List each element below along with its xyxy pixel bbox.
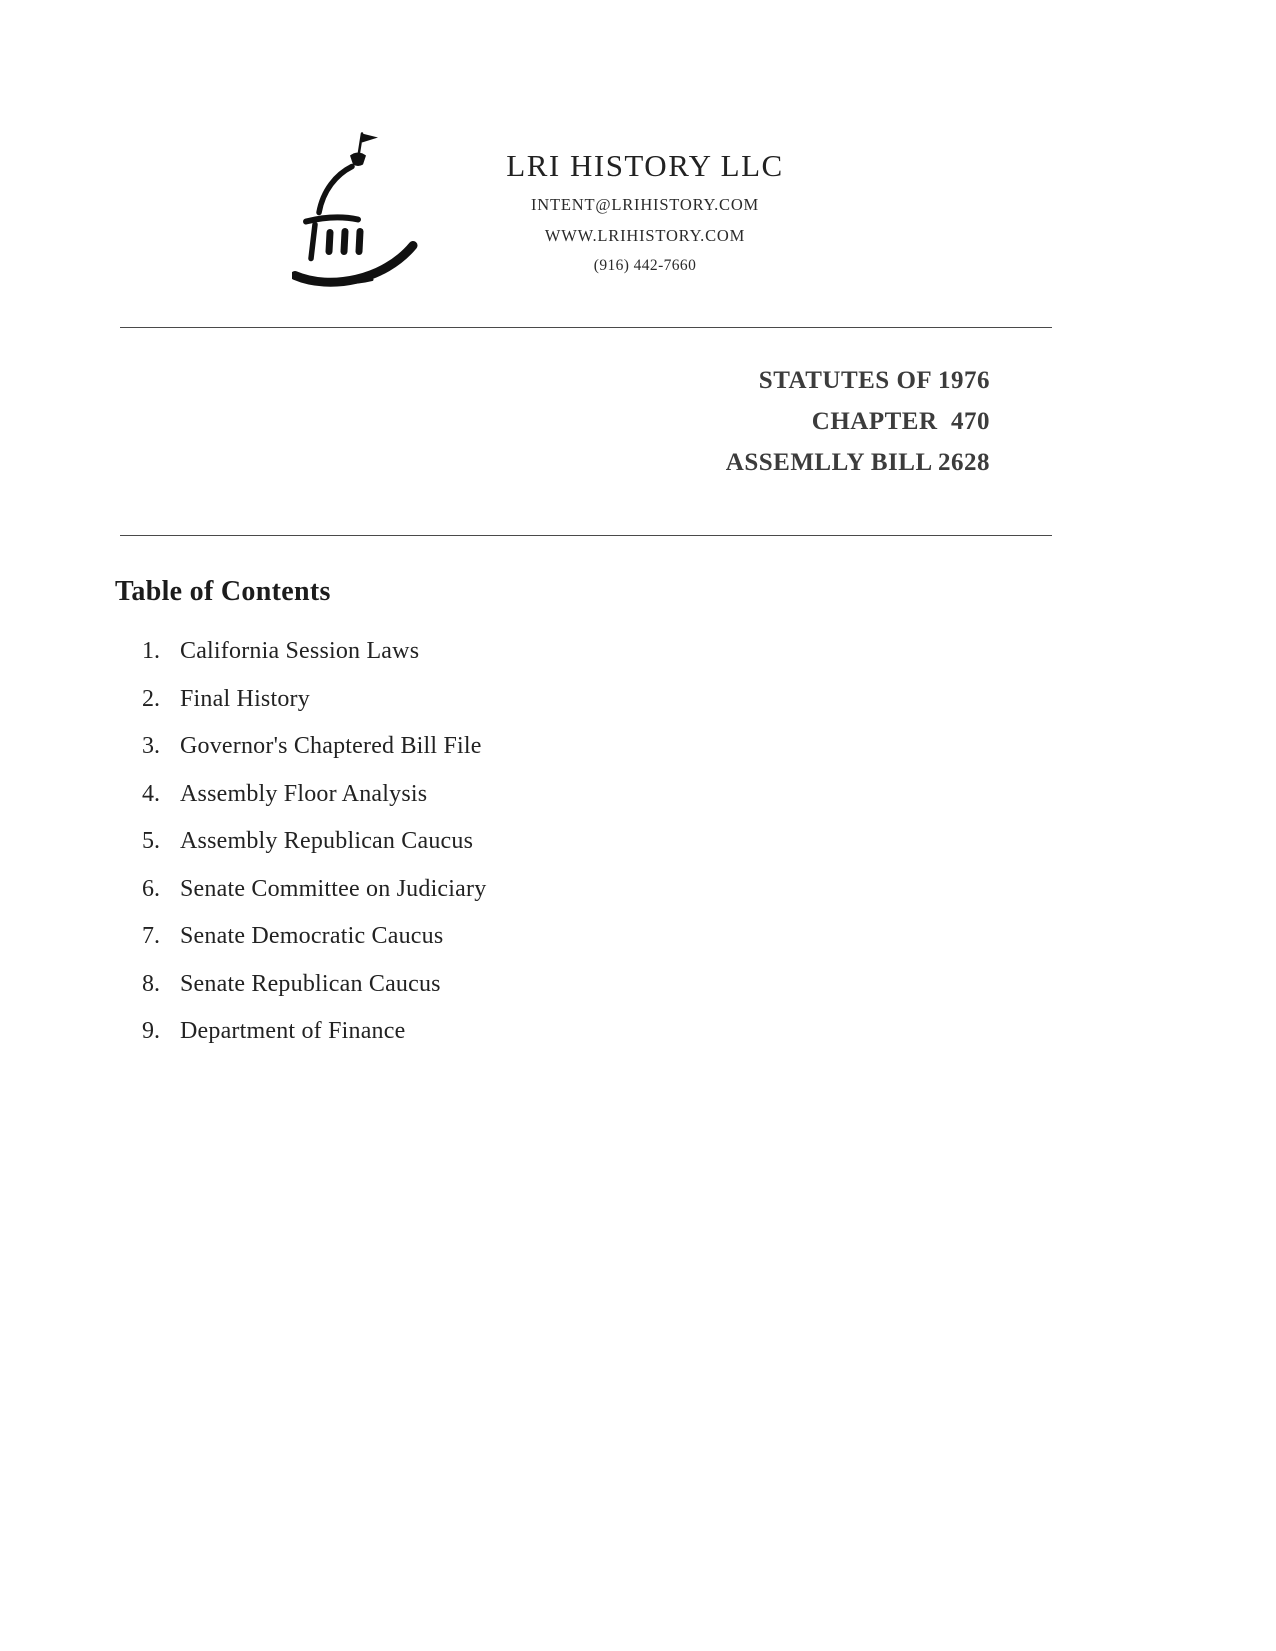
toc-item-label: Governor's Chaptered Bill File	[180, 733, 482, 759]
toc-item-6	[142, 876, 1276, 924]
toc-item-label: Assembly Floor Analysis	[180, 780, 428, 807]
company-email: INTENT@LRIHISTORY.COM	[530, 195, 760, 214]
toc-item-number: 3.	[142, 733, 160, 759]
divider-bottom	[120, 535, 1052, 536]
toc-item-4	[142, 781, 1276, 829]
divider-top	[120, 327, 1052, 328]
toc-item-2	[142, 686, 1276, 734]
toc-item-9	[142, 1018, 1276, 1066]
toc-item-5	[142, 828, 1276, 876]
toc-item-number: 2.	[142, 685, 160, 712]
toc-item-label: Senate Committee on Judiciary	[180, 875, 487, 902]
company-phone: (916) 442-7660	[593, 257, 697, 274]
toc-heading: Table of Contents	[115, 576, 331, 607]
toc-item-label: Final History	[180, 685, 310, 712]
toc-item-number: 7.	[142, 923, 160, 949]
toc-item-label: California Session Laws	[180, 638, 420, 664]
toc-item-8	[142, 971, 1276, 1019]
toc-item-number: 6.	[142, 875, 160, 902]
toc-item-label: Department of Finance	[180, 1018, 406, 1044]
toc-item-label: Senate Democratic Caucus	[180, 923, 444, 949]
toc-item-number: 1.	[142, 638, 160, 664]
toc-item-number: 4.	[142, 780, 160, 807]
statutes-year-line: STATUTES OF 1976	[758, 367, 990, 394]
assembly-bill-line: ASSEMLLY BILL 2628	[725, 449, 990, 476]
letterhead	[0, 0, 1276, 291]
statute-title-block	[0, 360, 990, 483]
chapter-line: CHAPTER 470	[811, 408, 990, 435]
company-website: WWW.LRIHISTORY.COM	[544, 226, 746, 245]
capitol-sketch-logo-icon	[292, 126, 442, 291]
toc-item-number: 8.	[142, 970, 160, 997]
toc-item-1	[142, 638, 1276, 686]
toc-item-label: Assembly Republican Caucus	[180, 828, 474, 854]
toc-item-7	[142, 923, 1276, 971]
toc-item-3	[142, 733, 1276, 781]
company-name: LRI HISTORY LLC	[506, 148, 784, 183]
toc-item-number: 5.	[142, 828, 160, 854]
letterhead-text	[480, 126, 810, 275]
toc-list	[142, 638, 1276, 1066]
toc-item-number: 9.	[142, 1018, 160, 1044]
toc-item-label: Senate Republican Caucus	[180, 970, 441, 997]
